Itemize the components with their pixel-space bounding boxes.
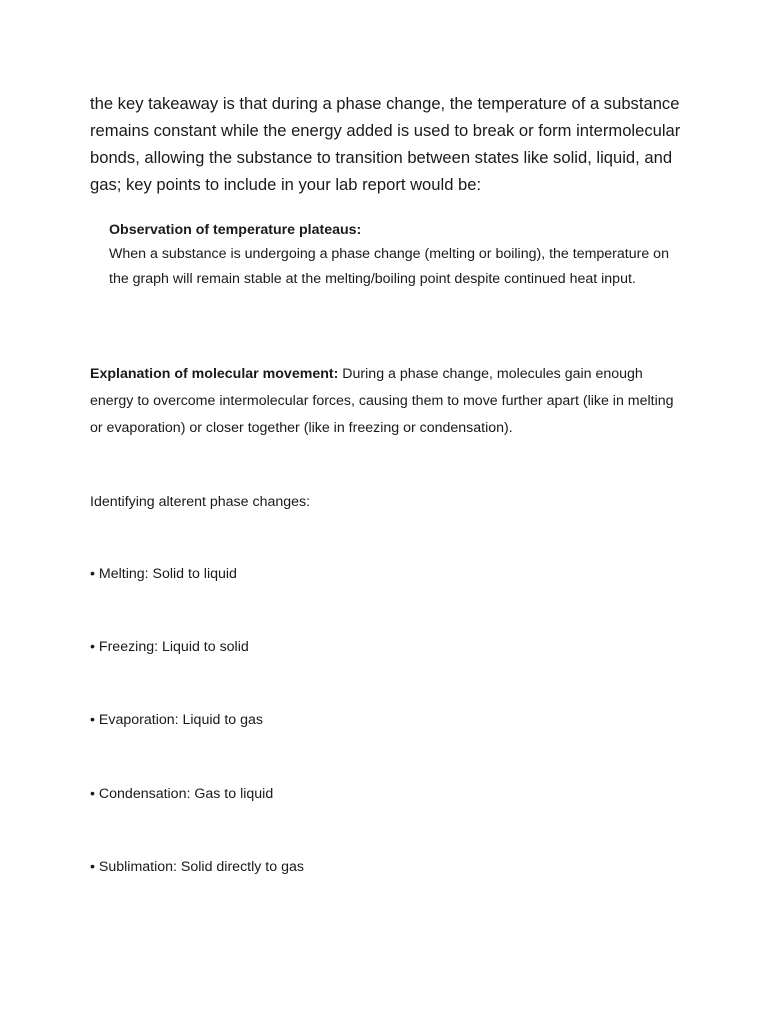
intro-paragraph: the key takeaway is that during a phase change, the temperature of a substance remains constant while the energy added is used to break or form intermolecular bonds, allowing the substance to transition between states like solid, liquid, and gas; key points to include in your lab report would be: — [90, 94, 681, 194]
list-item-condensation: • Condensation: Gas to liquid — [90, 786, 274, 802]
observation-heading: Observation of temperature plateaus: — [109, 222, 362, 238]
identify-heading: Identifying alterent phase changes: — [90, 494, 311, 510]
list-item-sublimation: • Sublimation: Solid directly to gas — [90, 859, 304, 875]
explanation-lead: Explanation of molecular movement: — [90, 366, 339, 382]
list-item-evaporation: • Evaporation: Liquid to gas — [90, 712, 263, 728]
explanation-body: During a phase change, molecules gain enough energy to overcome intermolecular forces, causing them to move further apart (like in melting or evaporation) or closer together (like in freezing or condensation). — [90, 366, 674, 436]
observation-body: When a substance is undergoing a phase change (melting or boiling), the temperature on the graph will remain stable at the melting/boiling point despite continued heat input. — [109, 246, 669, 287]
explanation-paragraph — [90, 361, 690, 442]
list-item-freezing: • Freezing: Liquid to solid — [90, 639, 249, 655]
list-item-melting: • Melting: Solid to liquid — [90, 566, 237, 582]
observation-block — [109, 218, 669, 291]
